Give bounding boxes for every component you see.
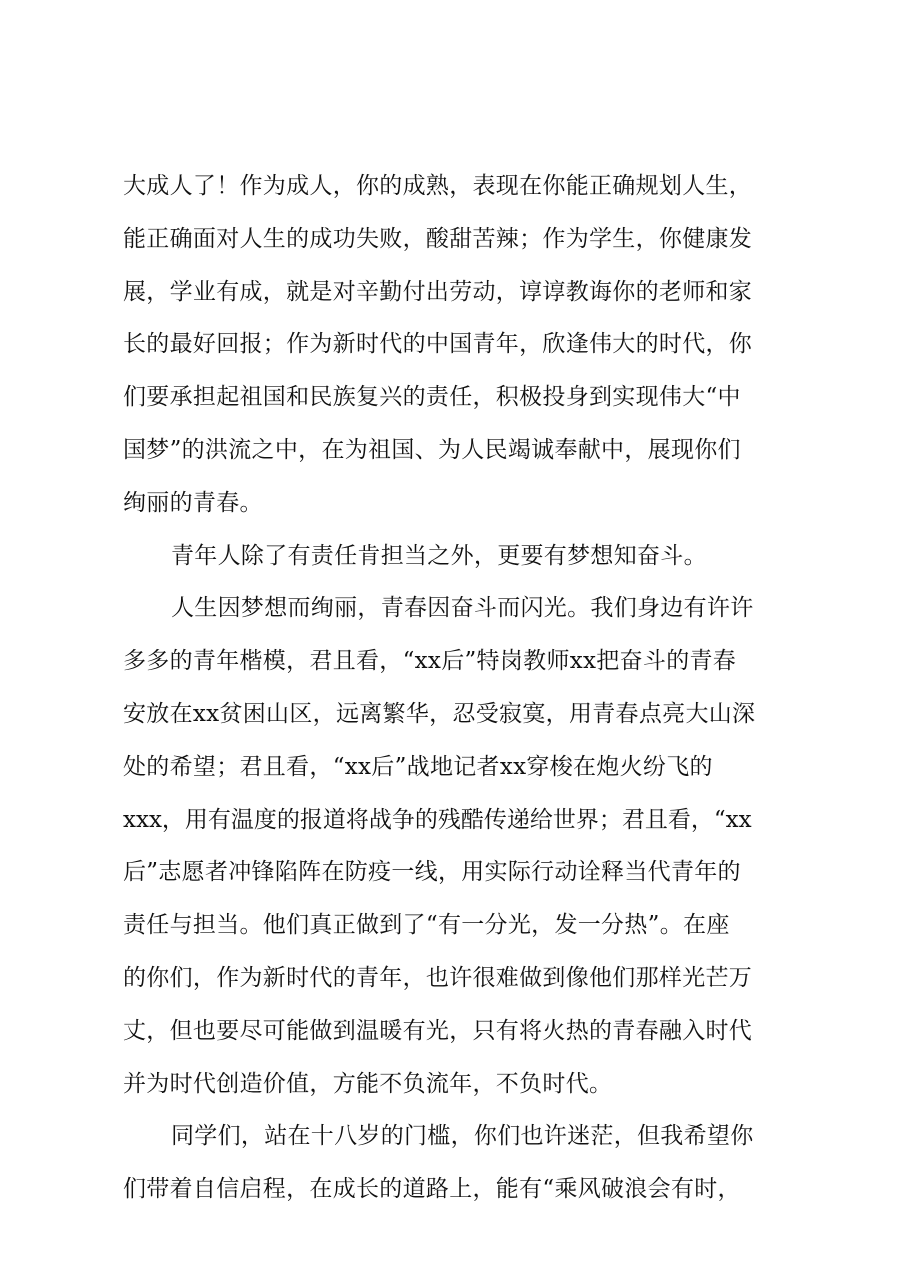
text-line: 并为时代创造价值，方能不负流年，不负时代。 bbox=[123, 1070, 613, 1097]
paragraph-first-line: 青年人除了有责任肯担当之外，更要有梦想知奋斗。 bbox=[171, 542, 707, 569]
text-line: 展，学业有成，就是对辛勤付出劳动，谆谆教诲你的老师和家 bbox=[123, 278, 753, 305]
text-line: 多多的青年楷模，君且看，“xx后”特岗教师xx把奋斗的青春 bbox=[123, 648, 737, 675]
text-line: 安放在xx贫困山区，远离繁华，忍受寂寞，用青春点亮大山深 bbox=[123, 700, 756, 727]
paragraph-first-line: 同学们，站在十八岁的门槛，你们也许迷茫，但我希望你 bbox=[171, 1123, 754, 1150]
text-line: 责任与担当。他们真正做到了“有一分光，发一分热”。在座 bbox=[123, 912, 730, 939]
text-line: 处的希望；君且看，“xx后”战地记者xx穿梭在炮火纷飞的 bbox=[123, 753, 713, 780]
text-line: 的你们，作为新时代的青年，也许很难做到像他们那样光芒万 bbox=[123, 964, 753, 991]
text-line: 能正确面对人生的成功失败，酸甜苦辣；作为学生，你健康发 bbox=[123, 225, 753, 252]
text-line: 们要承担起祖国和民族复兴的责任，积极投身到实现伟大“中 bbox=[123, 384, 741, 411]
text-line: 们带着自信启程，在成长的道路上，能有“乘风破浪会有时， bbox=[123, 1176, 741, 1203]
text-line: 大成人了！作为成人，你的成熟，表现在你能正确规划人生， bbox=[123, 173, 753, 199]
text-line: 长的最好回报；作为新时代的中国青年，欣逢伟大的时代，你 bbox=[123, 331, 753, 358]
paragraph-first-line: 人生因梦想而绚丽，青春因奋斗而闪光。我们身边有许许 bbox=[171, 595, 754, 622]
text-line: 绚丽的青春。 bbox=[123, 489, 263, 516]
text-line: 后”志愿者冲锋陷阵在防疫一线，用实际行动诠释当代青年的 bbox=[123, 859, 741, 886]
text-line: 国梦”的洪流之中，在为祖国、为人民竭诚奉献中，展现你们 bbox=[123, 436, 741, 463]
text-line: xxx，用有温度的报道将战争的残酷传递给世界；君且看，“xx bbox=[123, 806, 752, 833]
text-line: 丈，但也要尽可能做到温暖有光，只有将火热的青春融入时代 bbox=[123, 1017, 753, 1044]
document-body bbox=[123, 160, 803, 1216]
